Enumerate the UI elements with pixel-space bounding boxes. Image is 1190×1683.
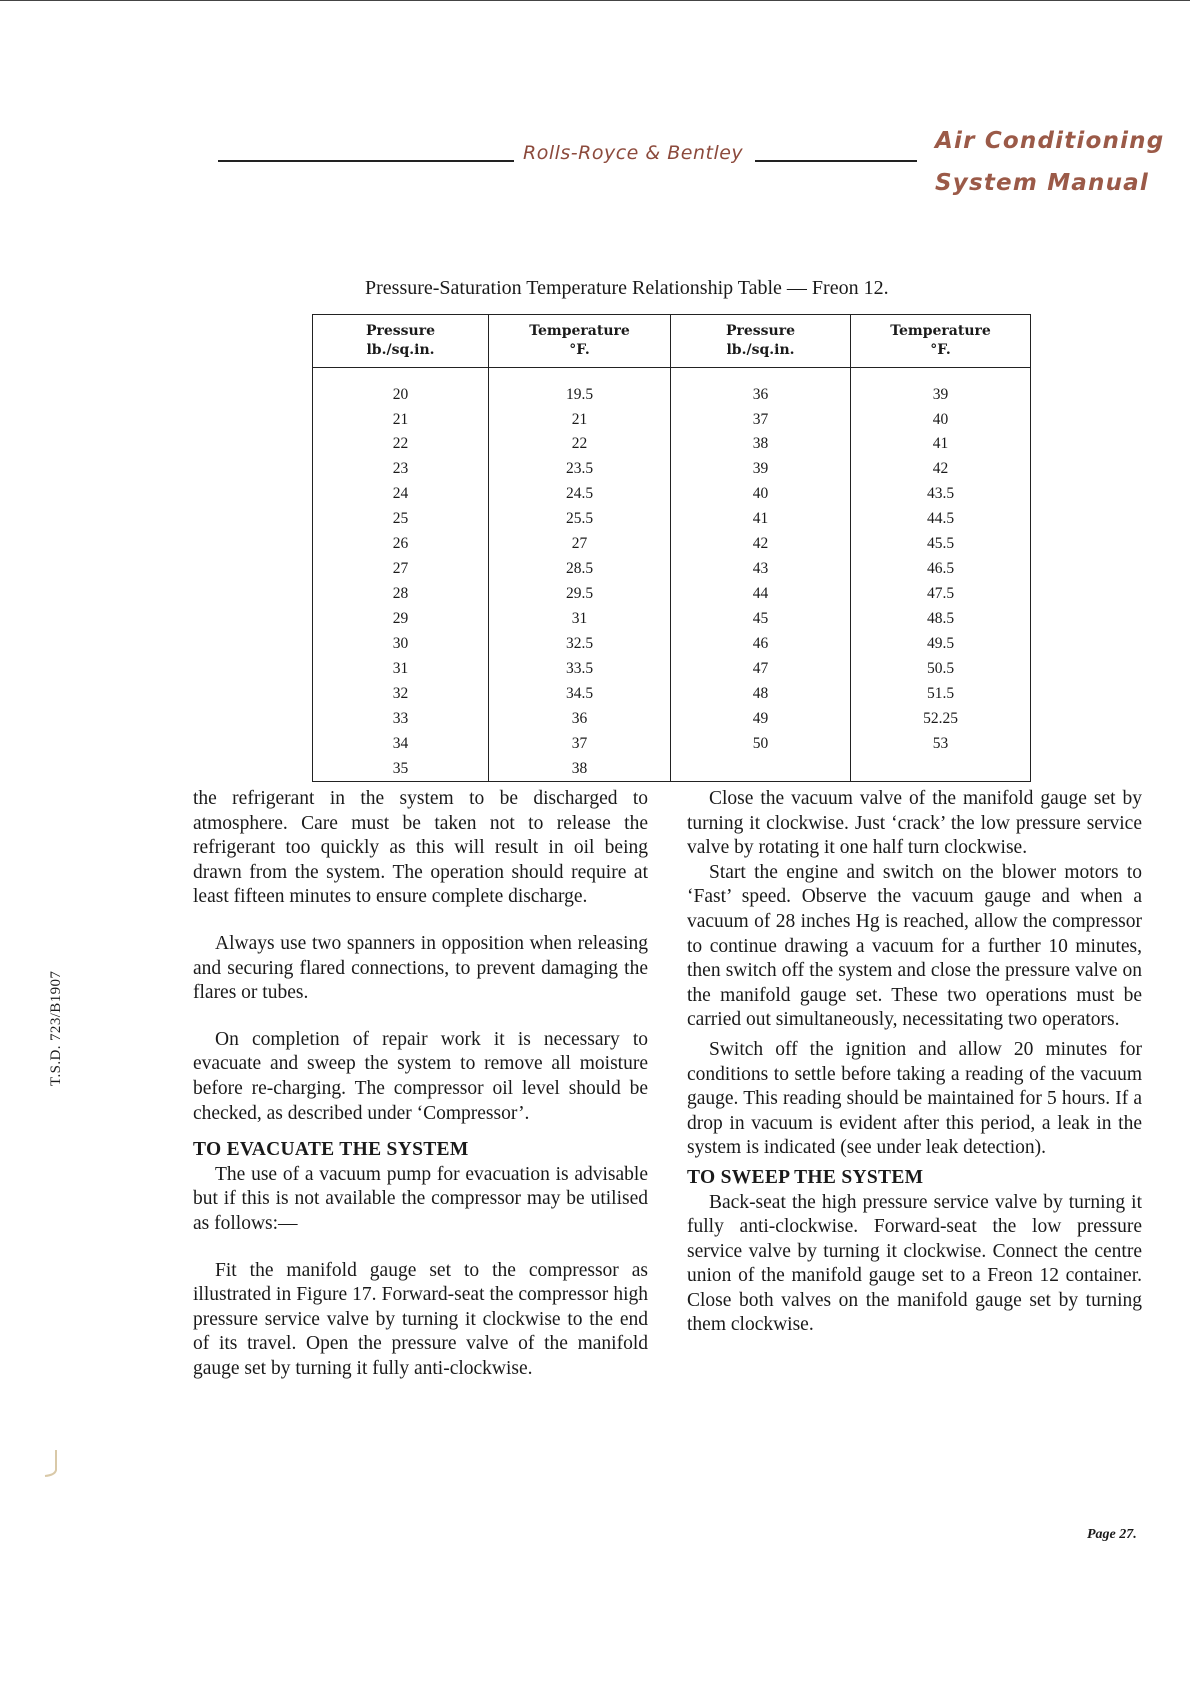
side-reference-code: T.S.D. 723/B1907 (48, 970, 64, 1086)
sweep-heading: TO SWEEP THE SYSTEM (687, 1166, 924, 1188)
evacuate-heading: TO EVACUATE THE SYSTEM (193, 1139, 469, 1161)
header-temperature-1: Temperature °F. (489, 315, 671, 368)
header-title-line1: Air Conditioning (935, 128, 1165, 154)
table-row: 27 28.5 43 46.5 (313, 557, 1031, 582)
table-row: 33 36 49 52.25 (313, 706, 1031, 731)
header-temperature-2: Temperature °F. (851, 315, 1031, 368)
table-row: 20 19.5 36 39 (313, 382, 1031, 407)
left-paragraph-4: The use of a vacuum pump for evacuation is advisable but if this is not available the compressor may be utilised as follows:— (193, 1163, 648, 1234)
right-paragraph-1: Close the vacuum valve of the manifold gauge set by turning it clockwise. Just ‘crack’ the low pressure service valve by rotating it one half turn clockwise. (687, 788, 1142, 859)
header-rule-right (755, 160, 917, 162)
table-row: 34 37 50 53 (313, 731, 1031, 756)
header-pressure-2: Pressure lb./sq.in. (671, 315, 851, 368)
pressure-temperature-table (312, 314, 1031, 782)
table-row: 26 27 42 45.5 (313, 532, 1031, 557)
left-column (193, 787, 648, 1381)
left-paragraph-5: Fit the manifold gauge set to the compressor as illustrated in Figure 17. Forward-seat the compressor high pressure service valve by turning it clockwise to the end of its travel. Open the pressure valve of the manifold gauge set by turning it fully anti-clockwise. (193, 1259, 648, 1379)
table-row: 31 33.5 47 50.5 (313, 656, 1031, 681)
table-row: 32 34.5 48 51.5 (313, 681, 1031, 706)
header-pressure-1: Pressure lb./sq.in. (313, 315, 489, 368)
table-row: 35 38 (313, 756, 1031, 781)
header-brand: Rolls-Royce & Bentley (523, 142, 744, 164)
table-row: 25 25.5 41 44.5 (313, 507, 1031, 532)
page-number: Page 27. (1087, 1527, 1137, 1542)
right-paragraph-3: Switch off the ignition and allow 20 minutes for conditions to settle before taking a reading of the vacuum gauge. This reading should be maintained for 5 hours. If a drop in vacuum is evident after this period, a leak in the system is indicated (see under leak detection). (687, 1038, 1142, 1159)
right-paragraph-4: Back-seat the high pressure service valve by turning it fully anti-clockwise. Forward-seat the low pressure service valve by turning it clockwise. Connect the centre union of the manifold gauge set to a Freon 12 container. Close both valves on the manifold gauge set by turning them clockwise. (687, 1191, 1142, 1336)
header-title-line2: System Manual (935, 170, 1149, 196)
margin-mark-icon (40, 1448, 60, 1478)
left-paragraph-1: the refrigerant in the system to be discharged to atmosphere. Care must be taken not to release the refrigerant too quickly as this will result in oil being drawn from the system. The operation should require at least fifteen minutes to ensure complete discharge. (193, 788, 648, 908)
table-row: 21 21 37 40 (313, 407, 1031, 432)
header-rule-left (218, 160, 514, 162)
table-caption: Pressure-Saturation Temperature Relationship Table — Freon 12. (365, 277, 889, 299)
table-row: 24 24.5 40 43.5 (313, 482, 1031, 507)
table-row: 30 32.5 46 49.5 (313, 631, 1031, 656)
table-row: 28 29.5 44 47.5 (313, 582, 1031, 607)
table-row: 22 22 38 41 (313, 432, 1031, 457)
top-border-line (0, 0, 1190, 1)
table-header-row (313, 315, 1031, 368)
right-paragraph-2: Start the engine and switch on the blower motors to ‘Fast’ speed. Observe the vacuum gauge and when a vacuum of 28 inches Hg is reached, allow the compressor to continue drawing a vacuum for a further 10 minutes, then switch off the system and close the pressure valve on the manifold gauge set. These two operations must be carried out simultaneously, necessitating two operators. (687, 861, 1142, 1031)
table-spacer-row (313, 368, 1031, 383)
table-row: 23 23.5 39 42 (313, 457, 1031, 482)
left-paragraph-3: On completion of repair work it is necessary to evacuate and sweep the system to remove all moisture before re-charging. The compressor oil level should be checked, as described under ‘Compressor’. (193, 1028, 648, 1124)
right-column (687, 787, 1142, 1338)
table-row: 29 31 45 48.5 (313, 606, 1031, 631)
left-paragraph-2: Always use two spanners in opposition when releasing and securing flared connections, to prevent damaging the flares or tubes. (193, 932, 648, 1004)
